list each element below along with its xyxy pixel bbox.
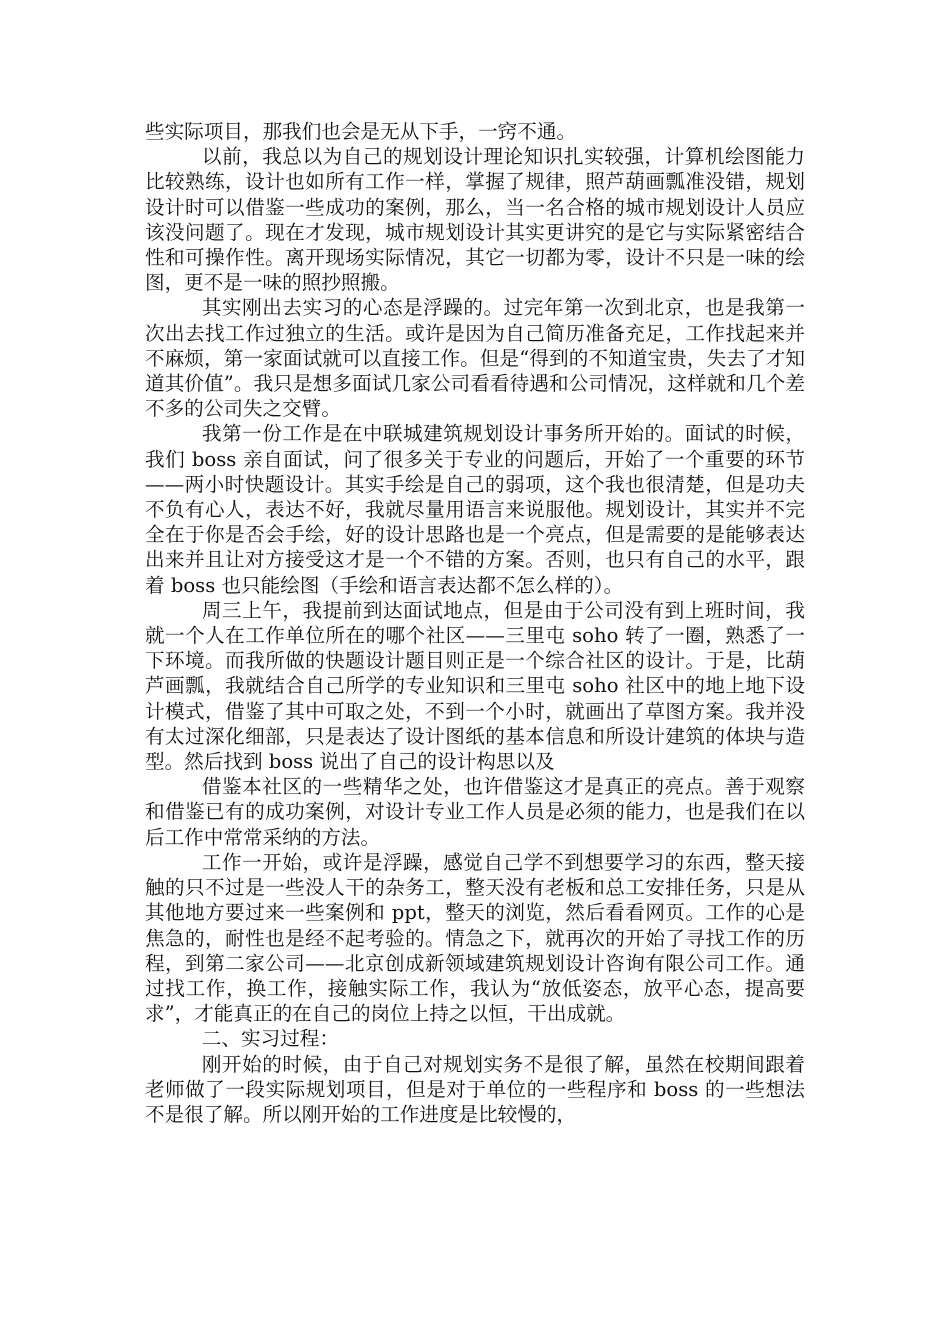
paragraph-continuation: 些实际项目，那我们也会是无从下手，一窍不通。 (145, 120, 577, 143)
paragraph-job-change: 工作一开始，或许是浮躁，感觉自己学不到想要学习的东西，整天接触的只不过是一些没人干的杂务工，整天没有老板和总工安排任务，只是从其他地方要过来一些案例和 ppt，整天的浏览，然后看看网页。工作的心是焦急的，耐性也是经不起考验的。情急之下，就再次的开始了寻找工作的历程，到第二家公司——北京创成新领域建筑规划设计咨询有限公司工作。通过找工作，换工作，接触实际工作，我认为“放低姿态，放平心态，提高要求”，才能真正的在自己的岗位上持之以恒，干出成就。 (145, 850, 805, 1026)
section-heading-internship-process: 二、实习过程： (201, 1027, 339, 1051)
paragraph-interview-day: 周三上午，我提前到达面试地点，但是由于公司没有到上班时间，我就一个人在工作单位所在的哪个社区——三里屯 soho 转了一圈，熟悉了一下环境。而我所做的快题设计题目则正是一个综合社区的设计。于是，比葫芦画瓢，我就结合自己所学的专业知识和三里屯 soho 社区中的地上地下设计模式，借鉴了其中可取之处，不到一个小时，就画出了草图方案。我并没有太过深化细部，只是表达了设计图纸的基本信息和所设计建筑的体块与造型。然后找到 boss 说出了自己的设计构思以及 (145, 598, 805, 774)
paragraph-beginning: 刚开始的时候，由于自己对规划实务不是很了解，虽然在校期间跟着老师做了一段实际规划项目，但是对于单位的一些程序和 boss 的一些想法不是很了解。所以刚开始的工作进度是比较慢的， (145, 1052, 805, 1126)
paragraph-learning-from-cases: 借鉴本社区的一些精华之处，也许借鉴这才是真正的亮点。善于观察和借鉴已有的成功案例，对设计专业工作人员是必须的能力，也是我们在以后工作中常常采纳的方法。 (145, 775, 805, 849)
document-body (145, 119, 805, 1127)
paragraph-first-job: 我第一份工作是在中联城建筑规划设计事务所开始的。面试的时候，我们 boss 亲自面试，问了很多关于专业的问题后，开始了一个重要的环节——两小时快题设计。其实手绘是自己的弱项，这个我也很清楚，但是功夫不负有心人，表达不好，我就尽量用语言来说服他。规划设计，其实并不完全在于你是否会手绘，好的设计思路也是一个亮点，但是需要的是能够表达出来并且让对方接受这才是一个不错的方案。否则，也只有自己的水平，跟着 boss 也只能绘图（手绘和语言表达都不怎么样的）。 (145, 422, 805, 597)
paragraph-internship-mindset: 其实刚出去实习的心态是浮躁的。过完年第一次到北京，也是我第一次出去找工作过独立的生活。或许是因为自己简历准备充足，工作找起来并不麻烦，第一家面试就可以直接工作。但是“得到的不知道宝贵，失去了才知道其价值”。我只是想多面试几家公司看看待遇和公司情况，这样就和几个差不多的公司失之交臂。 (145, 296, 805, 421)
paragraph-planning-theory: 以前，我总以为自己的规划设计理论知识扎实较强，计算机绘图能力比较熟练，设计也如所有工作一样，掌握了规律，照芦葫画瓢准没错，规划设计时可以借鉴一些成功的案例，那么，当一名合格的城市规划设计人员应该没问题了。现在才发现，城市规划设计其实更讲究的是它与实际紧密结合性和可操作性。离开现场实际情况，其它一切都为零，设计不只是一味的绘图，更不是一味的照抄照搬。 (145, 145, 805, 295)
